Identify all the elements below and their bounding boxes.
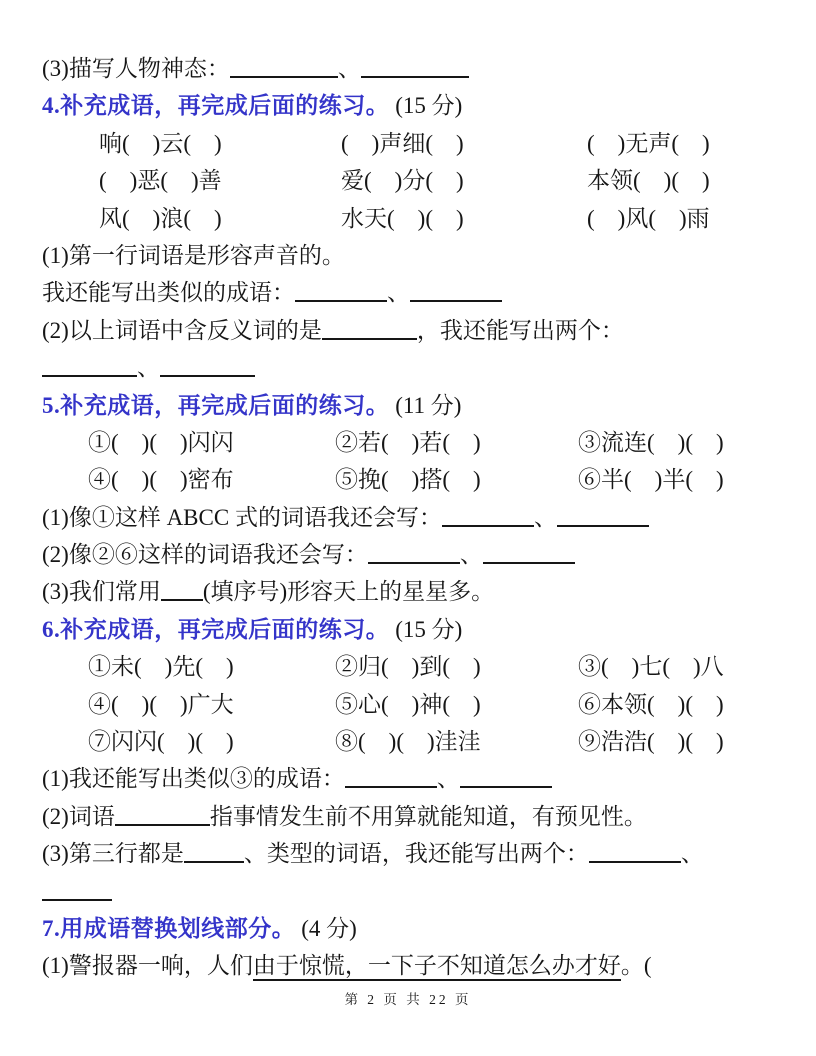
answer-blank	[557, 511, 649, 527]
idiom-row	[42, 200, 786, 237]
idiom-cell: 风( )浪( )	[99, 205, 222, 231]
section-4-q2	[42, 312, 786, 349]
section-title-text: 7.用成语替换划线部分。	[42, 915, 296, 941]
separator: 、	[337, 56, 361, 81]
answer-blank	[322, 324, 417, 340]
section-4-q2-blanks	[42, 349, 786, 386]
idiom-row	[42, 162, 786, 199]
question-text: (2)词语	[42, 803, 115, 829]
answer-blank	[368, 548, 460, 564]
answer-blank	[460, 772, 552, 788]
idiom-cell: ②若( )若( )	[335, 429, 481, 455]
separator: 、	[533, 504, 557, 530]
section-4-title	[42, 87, 786, 124]
answer-blank	[161, 585, 203, 601]
idiom-cell: ⑤心( )神( )	[335, 691, 481, 717]
section-score: (4 分)	[301, 915, 357, 941]
idiom-cell: ①未( )先( )	[88, 654, 234, 680]
page-footer: 第 2 页 共 22 页	[344, 992, 472, 1007]
question-text: (3)第三行都是	[42, 841, 184, 867]
question-text: (2)以上词语中含反义词的是	[42, 317, 322, 343]
section-6-q1	[42, 760, 786, 797]
answer-blank	[42, 361, 137, 377]
idiom-cell: ⑤挽( )搭( )	[335, 467, 481, 493]
idiom-cell: ⑥半( )半( )	[578, 467, 724, 493]
question-text: 我还能写出类似的成语：	[42, 280, 295, 306]
question-text: (1)我还能写出类似③的成语：	[42, 766, 345, 792]
section-6-q3	[42, 835, 786, 872]
answer-blank	[345, 772, 437, 788]
separator: 、	[680, 841, 704, 867]
section-5-q2	[42, 536, 786, 573]
idiom-row	[42, 125, 786, 162]
idiom-cell: ⑦闪闪( )( )	[88, 729, 234, 755]
question-text: 。(	[620, 953, 652, 979]
question-text: (2)像②⑥这样的词语我还会写：	[42, 542, 368, 568]
idiom-cell: ①( )( )闪闪	[88, 429, 234, 455]
section-score: (15 分)	[395, 93, 463, 119]
answer-blank	[589, 847, 681, 863]
question-text: 指事情发生前不用算就能知道，有预见性。	[209, 803, 647, 829]
idiom-row	[42, 723, 786, 760]
answer-blank	[442, 511, 534, 527]
section-score: (15 分)	[395, 616, 463, 642]
idiom-cell: ( )无声( )	[587, 130, 710, 156]
question-text: (填序号)形容天上的星星多。	[202, 579, 495, 605]
question-text: 、类型的词语，我还能写出两个：	[243, 841, 589, 867]
separator: 、	[436, 766, 460, 792]
idiom-row	[42, 424, 786, 461]
idiom-cell: 响( )云( )	[99, 130, 222, 156]
question-text: (1)第一行词语是形容声音的。	[42, 242, 345, 268]
section-7-title	[42, 910, 786, 947]
section-4-q1-more	[42, 274, 786, 311]
idiom-cell: ( )风( )雨	[587, 205, 710, 231]
idiom-cell: 爱( )分( )	[341, 168, 464, 194]
section-score: (11 分)	[395, 392, 462, 418]
section-7-q1	[42, 947, 786, 984]
section-5-q1	[42, 499, 786, 536]
question-text: (1)像①这样 ABCC 式的词语我还会写：	[42, 504, 442, 530]
question-text: (3)我们常用	[42, 579, 161, 605]
idiom-cell: ③( )七( )八	[578, 654, 724, 680]
idiom-cell: ④( )( )广大	[88, 691, 234, 717]
section-title-text: 6.补充成语，再完成后面的练习。	[42, 616, 390, 642]
idiom-row	[42, 686, 786, 723]
idiom-row	[42, 461, 786, 498]
answer-blank	[115, 810, 210, 826]
idiom-cell: ②归( )到( )	[335, 654, 481, 680]
answer-blank	[483, 548, 575, 564]
section-title-text: 5.补充成语，再完成后面的练习。	[42, 392, 390, 418]
question-text: (1)警报器一响，人们	[42, 953, 253, 979]
separator: 、	[137, 355, 160, 381]
section-title-text: 4.补充成语，再完成后面的练习。	[42, 93, 390, 119]
answer-blank	[295, 286, 387, 302]
idiom-cell: ④( )( )密布	[88, 467, 234, 493]
section-4-q1	[42, 237, 786, 274]
answer-blank	[230, 62, 338, 78]
idiom-cell: ③流连( )( )	[578, 429, 724, 455]
answer-blank	[184, 847, 244, 863]
idiom-row	[42, 648, 786, 685]
question-3-describe-expression	[42, 50, 786, 87]
idiom-cell: ( )声细( )	[341, 130, 464, 156]
answer-blank	[160, 361, 255, 377]
answer-blank	[361, 62, 469, 78]
underlined-phrase: 由于惊慌，一下子不知道怎么办才好	[253, 953, 621, 981]
answer-blank	[410, 286, 502, 302]
section-6-title	[42, 611, 786, 648]
idiom-cell: ⑧( )( )洼洼	[335, 729, 481, 755]
worksheet-content	[42, 50, 786, 985]
idiom-cell: ( )恶( )善	[99, 168, 222, 194]
question-text: (3)描写人物神态：	[42, 56, 230, 81]
section-6-q3-blank	[42, 873, 786, 910]
idiom-cell: ⑥本领( )( )	[578, 691, 724, 717]
question-text: ，我还能写出两个：	[416, 317, 624, 343]
separator: 、	[387, 280, 410, 306]
section-6-q2	[42, 798, 786, 835]
section-5-title	[42, 387, 786, 424]
separator: 、	[459, 542, 483, 568]
idiom-cell: 水天( )( )	[341, 205, 464, 231]
answer-blank	[42, 885, 112, 901]
idiom-cell: 本领( )( )	[587, 168, 710, 194]
idiom-cell: ⑨浩浩( )( )	[578, 729, 724, 755]
section-5-q3	[42, 573, 786, 610]
